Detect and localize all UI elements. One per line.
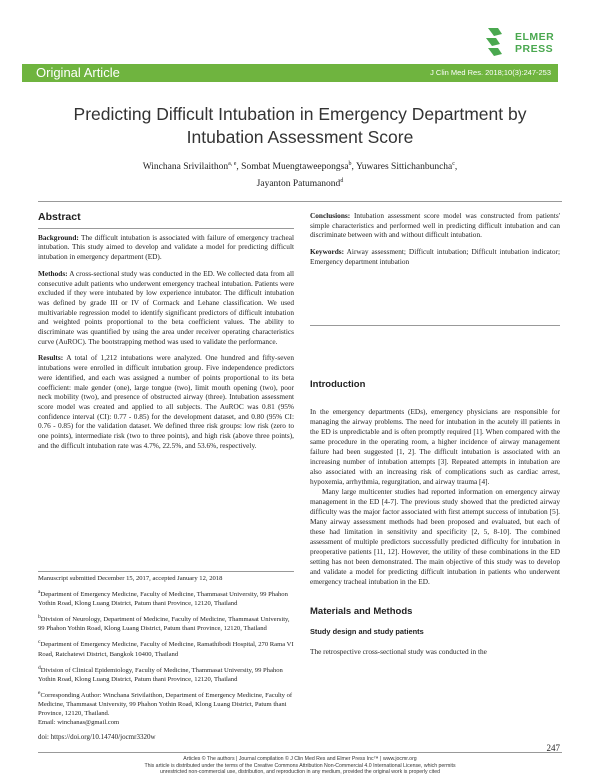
section-heading-methods: Materials and Methods — [310, 606, 413, 617]
divider — [38, 228, 294, 229]
divider — [38, 571, 294, 572]
publisher-name: ELMER PRESS — [515, 31, 555, 55]
intro-paragraph-2: Many large multicenter studies had reported information on emergency airway management in the ED [4-7]. The previous study showed that the predicted airway difficulty was the major factor associated with first attempt success of intubation [5]. Many airway assessment methods had been proposed and evaluated, but each of these had limitation in sensitivity and specificity [2, 5, 8-10]. The combined assessment of multiple predictors successfully predicted difficulty for intubation in preoperative patients [11, 12]. However, the utility of these combinations in the ED setting has not been demonstrated. The main objective of this study was to develop and validate a model for predicting difficult intubation in patients who underwent emergency tracheal intubation in the ED. — [310, 487, 560, 586]
submission-dates: Manuscript submitted December 15, 2017, accepted January 12, 2018 — [38, 575, 223, 582]
abstract-column — [38, 207, 294, 457]
paper-title: Predicting Difficult Intubation in Emergency Department by Intubation Assessment Score — [73, 104, 527, 147]
abstract-continued — [310, 211, 560, 274]
intro-paragraph-1: In the emergency departments (EDs), emergency physicians are responsible for managing the airway problems. The need for intubation in the acutely ill patients in the ED is unpredictable and is often promptly required [1]. When compared with the same procedure in the operating room, a higher incidence of airway management failure had been suggested [1, 2]. The difficult intubation is associated with an increasing number of intubation attempts [3]. Repeated attempts in intubation are also associated with an increasing risk of complications such as cardiac arrest, hypoxemia, arrhythmia, regurgitation, and airway trauma [4]. — [310, 407, 560, 486]
divider — [310, 325, 560, 326]
section-heading-introduction: Introduction — [310, 379, 366, 390]
email: Email: winchanas@gmail.com — [38, 718, 120, 726]
author-affil: c — [452, 161, 455, 167]
license-footer: Articles © The authors | Journal compilation © J Clin Med Res and Elmer Press Inc™ | www.jocmr.org This article is distributed under the terms of the Creative Commons Attribution Non-Commercial 4.0 International License, which permits unrestricted non-commercial use, distribution, and reproduction in any medium, provided the original work is properly cited — [144, 756, 456, 775]
article-notes — [38, 574, 294, 732]
subsection-heading: Study design and study patients — [310, 627, 424, 636]
divider — [38, 752, 562, 753]
abstract-background: Background: The difficult intubation is associated with failure of emergency tracheal intubation. This study aimed to develop and validate a model for predicting difficult intubation in emergency department (ED). — [38, 232, 294, 262]
author-name: Sombat Muengtaweepongsa — [241, 162, 349, 173]
journal-reference: J Clin Med Res. 2018;10(3):247-253 — [430, 68, 551, 77]
article-type-label: Original Article — [36, 65, 120, 80]
corresponding-author: $^e$Corresponding Author: Winchana Srivilaithon, Department of Emergency Medicine, Faculty of Medicine, Thammasat University, 99 Phahon Yothin Road, Klong Luang District, Patum thani Province, 12120, Thailand. Email: winchanas@gmail.com — [38, 689, 293, 726]
affiliation-a: $^a$Department of Emergency Medicine, Faculty of Medicine, Thammasat University, 99 Phahon Yothin Road, Klong Luang District, Patum thani Province, 12120, Thailand — [38, 589, 288, 608]
abstract-heading: Abstract — [38, 211, 81, 223]
page-number: 247 — [546, 743, 560, 753]
author-affil: d — [340, 178, 344, 185]
abstract-conclusions: Conclusions: Intubation assessment score model was constructed from patients' simple characteristics and performed well in predicting difficult intubation and can discriminate between with and without difficult intubation. — [310, 211, 560, 240]
author-affil: b — [348, 161, 352, 167]
divider — [38, 201, 562, 202]
author-list: Winchana Srivilaithon$^{a, e}$, Sombat Muengtaweepongsa$^b$, Yuwares Sittichanbuncha$^c$, Jayanton Patumanond$^d$ — [142, 161, 458, 190]
abstract-keywords: Keywords: Airway assessment; Difficult intubation; Difficult intubation indicator; Emergency department intubation — [310, 247, 560, 266]
doi-link[interactable]: doi: https://doi.org/10.14740/jocmr3320w — [38, 733, 156, 741]
body-text — [310, 380, 560, 657]
abstract-methods: Methods: A cross-sectional study was conducted in the ED. We collected data from all consecutive adult patients who underwent emergency tracheal intubation. Patients were excluded if they were intubated by low experience intubator. The difficult intubation was defined by grade III or IV of Cormack and Lehane classification. We used multivariable regression model to identify significant predictors of difficult intubation and weighted points proportional to the beta coefficient values. The ability to discriminate was quantified by using the area under receiver operating characteristics curve (AuROC). The bootstrapping method was used to validate the performance. — [38, 268, 295, 346]
author-name: Yuwares Sittichanbuncha — [355, 162, 453, 173]
affiliation-d: $^d$Division of Clinical Epidemiology, Faculty of Medicine, Thammasat University, 99 Phahon Yothin Road, Klong Luang District, Patum thani Province, 12120, Thailand — [38, 664, 283, 683]
abstract-results: Results: A total of 1,212 intubations were analyzed. One hundred and fifty-seven intubations were enrolled in difficult intubation group. Five independence predictors were identified, and each was assigned a number of points proportional to its beta coefficient: male gender (one), large tongue (two), limit mouth opening (two), poor neck mobility (two), and presence of obstructed airway (three). Intubation assessment score model was created and applied to all subjects. The AuROC was 0.81 (95% confidence interval (CI): 0.77 - 0.85) for the development dataset, and 0.80 (95% CI: 0.76 - 0.85) for the validation dataset. We defined three risk groups: low risk (zero to one points), intermediate risk (two to three points), and high risk (above three points), and the difficult intubation rate was 4.7%, 22.5%, and 53.6%, respectively. — [38, 353, 294, 450]
article-type-banner — [22, 64, 558, 82]
affiliation-b: $^b$Division of Neurology, Department of Medicine, Faculty of Medicine, Thammasat University, 99 Phahon Yothin Road, Klong Luang District, Patum thani Province, 12120, Thailand — [38, 614, 290, 633]
methods-paragraph-1: The retrospective cross-sectional study was conducted in the — [310, 647, 487, 656]
author-name: Winchana Srivilaithon — [142, 162, 229, 173]
affiliation-c: $^c$Department of Emergency Medicine, Faculty of Medicine, Ramathibodi Hospital, 270 Rama VI Road, Ratchatewi District, Bangkok 10400, Thailand — [38, 639, 294, 658]
author-affil: a, e — [228, 161, 237, 167]
author-name: Jayanton Patumanond — [256, 179, 341, 190]
